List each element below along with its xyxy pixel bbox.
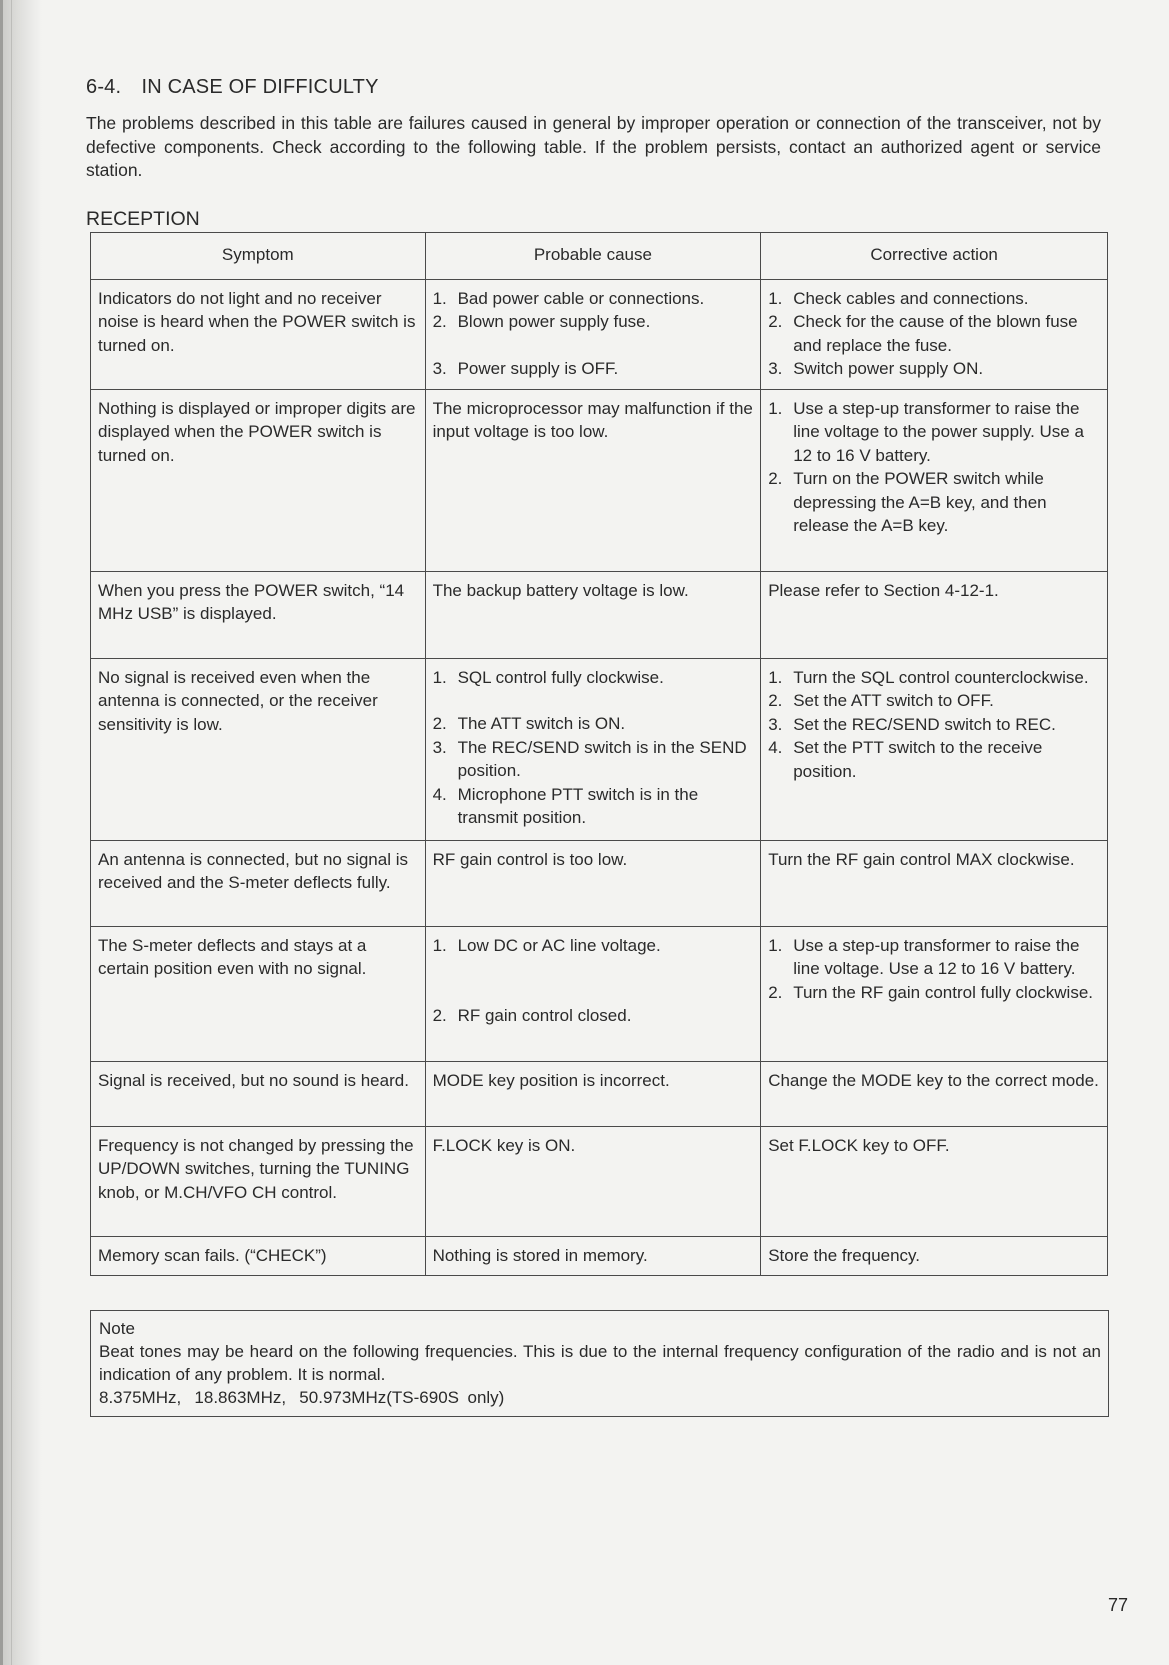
symptom-cell: Memory scan fails. (“CHECK”) xyxy=(91,1236,426,1276)
action-cell: Change the MODE key to the correct mode. xyxy=(761,1061,1108,1126)
symptom-cell: When you press the POWER switch, “14 MHz USB” is displayed. xyxy=(91,571,426,658)
book-spine-shadow xyxy=(0,0,42,1665)
header-corrective-action: Corrective action xyxy=(761,233,1108,280)
cause-cell: F.LOCK key is ON. xyxy=(425,1126,761,1236)
note-frequencies: 8.375MHz, 18.863MHz, 50.973MHz(TS-690S only) xyxy=(99,1388,505,1407)
book-spine-crease xyxy=(11,0,12,1665)
list-item: 4. Microphone PTT switch is in the transmit position. xyxy=(432,784,699,827)
action-cell: Store the frequency. xyxy=(761,1236,1108,1276)
list-item: 2. RF gain control closed. xyxy=(432,1006,632,1025)
cause-cell: Nothing is stored in memory. xyxy=(425,1236,761,1276)
symptom-cell: Nothing is displayed or improper digits are displayed when the POWER switch is turned on. xyxy=(91,389,426,571)
table-row xyxy=(91,571,1108,658)
list-item: 3. Set the REC/SEND switch to REC. xyxy=(768,714,1056,734)
list-item: 1. Turn the SQL control counterclockwise. xyxy=(768,667,1089,687)
cause-cell: MODE key position is incorrect. xyxy=(425,1061,761,1126)
book-spine-edge xyxy=(0,0,3,1665)
cause-cell: The backup battery voltage is low. xyxy=(425,571,761,658)
list-item: 4. Set the PTT switch to the receive position. xyxy=(768,738,1043,781)
list-item: 1. Check cables and connections. xyxy=(768,288,1029,308)
cause-cell: RF gain control is too low. xyxy=(425,840,761,926)
table-row xyxy=(91,926,1108,1061)
action-cell xyxy=(761,389,1108,571)
cause-cell: The microprocessor may malfunction if the input voltage is too low. xyxy=(425,389,761,571)
action-cell: Set F.LOCK key to OFF. xyxy=(761,1126,1108,1236)
list-item: 1. SQL control fully clockwise. xyxy=(432,667,664,687)
list-item: 1. Bad power cable or connections. xyxy=(432,288,705,308)
table-row xyxy=(91,840,1108,926)
symptom-cell: Frequency is not changed by pressing the UP/DOWN switches, turning the TUNING knob, or M.CH/VFO CH control. xyxy=(91,1126,426,1236)
table-row xyxy=(91,1236,1108,1276)
table-row xyxy=(91,658,1108,840)
table-row xyxy=(91,279,1108,389)
symptom-cell: Signal is received, but no sound is heard. xyxy=(91,1061,426,1126)
symptom-cell: No signal is received even when the antenna is connected, or the receiver sensitivity is low. xyxy=(91,658,426,840)
list-item: 3. Switch power supply ON. xyxy=(768,359,984,378)
header-symptom: Symptom xyxy=(91,233,426,280)
list-item: 2. Check for the cause of the blown fuse and replace the fuse. xyxy=(768,312,1078,355)
action-cell xyxy=(761,926,1108,1061)
list-item: 1. Use a step-up transformer to raise the line voltage to the power supply. Use a 12 to 16 V battery. xyxy=(768,398,1084,465)
list-item: 1. Low DC or AC line voltage. xyxy=(432,935,661,955)
list-item: 3. Power supply is OFF. xyxy=(432,358,619,378)
list-item: 2. Turn the RF gain control fully clockwise. xyxy=(768,982,1094,1002)
intro-paragraph: The problems described in this table are failures caused in general by improper operation or connection of the transceiver, not by defective components. Check according to the following table. If the problem persists, contact an authorized agent or service station. xyxy=(86,113,1101,180)
table-header-row xyxy=(91,233,1108,280)
note-title: Note xyxy=(99,1319,135,1338)
troubleshooting-table xyxy=(90,232,1108,1276)
table-row xyxy=(91,1126,1108,1236)
action-cell: Turn the RF gain control MAX clockwise. xyxy=(761,840,1108,926)
cause-cell xyxy=(425,926,761,1061)
cause-cell xyxy=(425,279,761,389)
list-item: 3. The REC/SEND switch is in the SEND position. xyxy=(432,737,747,780)
action-cell xyxy=(761,658,1108,840)
section-title: 6-4. IN CASE OF DIFFICULTY xyxy=(86,76,379,98)
action-cell xyxy=(761,279,1108,389)
list-item: 2. Turn on the POWER switch while depressing the A=B key, and then release the A=B key. xyxy=(768,469,1047,535)
page-number: 77 xyxy=(1108,1595,1129,1615)
action-cell: Please refer to Section 4-12-1. xyxy=(761,571,1108,658)
list-item: 2. Set the ATT switch to OFF. xyxy=(768,691,994,710)
note-box xyxy=(90,1310,1109,1417)
symptom-cell: Indicators do not light and no receiver noise is heard when the POWER switch is turned on. xyxy=(91,279,426,389)
list-item: 2. The ATT switch is ON. xyxy=(432,714,626,733)
header-probable-cause: Probable cause xyxy=(425,233,761,280)
list-item: 2. Blown power supply fuse. xyxy=(432,312,651,331)
table-row xyxy=(91,389,1108,571)
note-body: Beat tones may be heard on the following frequencies. This is due to the internal frequency configuration of the radio and is not an indication of any problem. It is normal. xyxy=(99,1342,1101,1384)
symptom-cell: An antenna is connected, but no signal is received and the S-meter deflects fully. xyxy=(91,840,426,926)
symptom-cell: The S-meter deflects and stays at a certain position even with no signal. xyxy=(91,926,426,1061)
table-row xyxy=(91,1061,1108,1126)
reception-heading: RECEPTION xyxy=(86,208,200,230)
cause-cell xyxy=(425,658,761,840)
list-item: 1. Use a step-up transformer to raise the line voltage. Use a 12 to 16 V battery. xyxy=(768,935,1080,978)
